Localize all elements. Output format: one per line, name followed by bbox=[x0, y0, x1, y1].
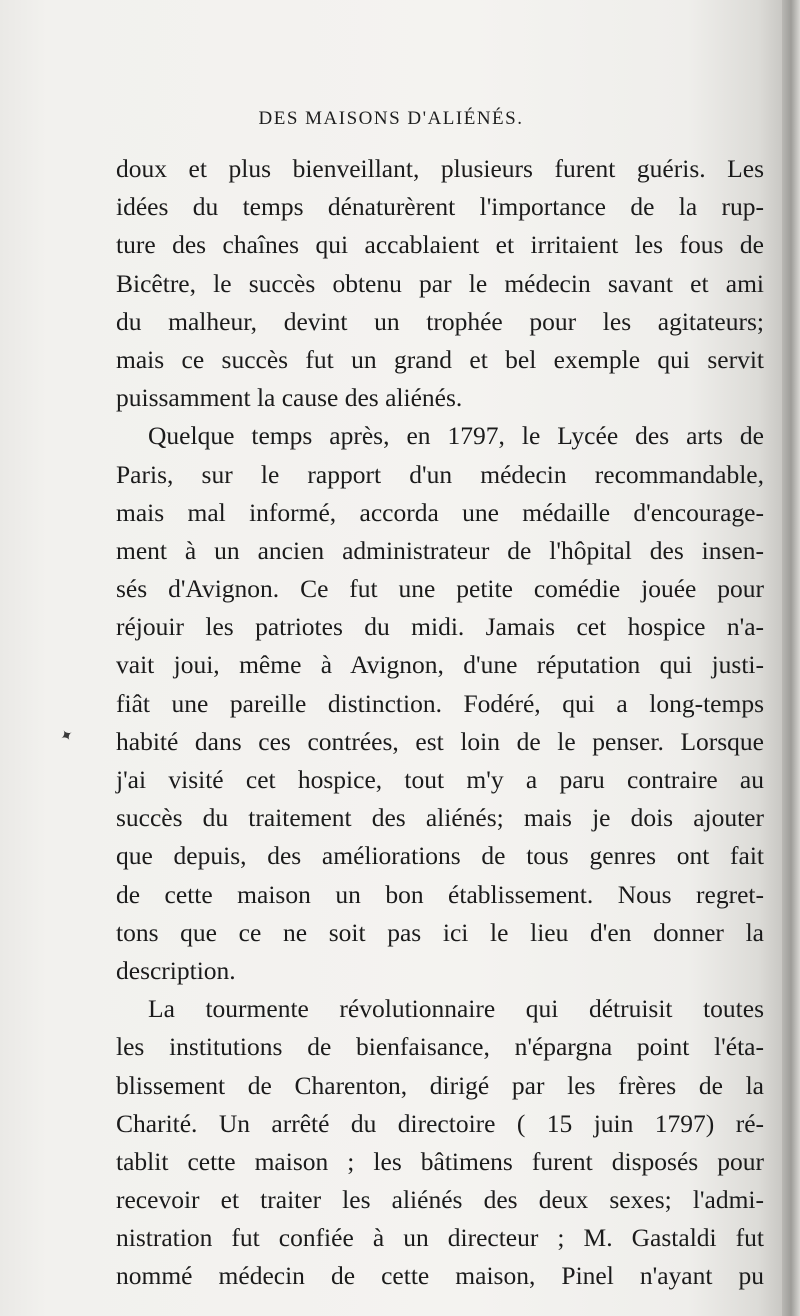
text-line: sés d'Avignon. Ce fut une petite comédie jouée pour bbox=[116, 574, 764, 604]
text-line: réjouir les patriotes du midi. Jamais cet hospice n'a- bbox=[116, 612, 764, 642]
text-line: ture des chaînes qui accablaient et irritaient les fous de bbox=[116, 230, 764, 260]
text-line: tons que ce ne soit pas ici le lieu d'en donner la bbox=[116, 917, 764, 947]
text-line: Paris, sur le rapport d'un médecin recommandable, bbox=[116, 459, 764, 489]
text-line: doux et plus bienveillant, plusieurs furent guéris. Les bbox=[116, 154, 764, 183]
text-line: description. bbox=[116, 955, 236, 985]
text-line: blissement de Charenton, dirigé par les frères de la bbox=[116, 1070, 764, 1100]
text-line: recevoir et traiter les aliénés des deux sexes; l'admi- bbox=[116, 1185, 764, 1215]
text-line: idées du temps dénaturèrent l'importance de la rup- bbox=[116, 192, 764, 222]
text-line: Bicêtre, le succès obtenu par le médecin savant et ami bbox=[116, 268, 764, 298]
text-line: puissamment la cause des aliénés. bbox=[116, 383, 463, 413]
text-line: Charité. Un arrêté du directoire ( 15 juin 1797) ré- bbox=[116, 1108, 764, 1138]
text-line: nommé médecin de cette maison, Pinel n'ayant pu bbox=[116, 1261, 764, 1291]
text-line: de cette maison un bon établissement. Nous regret- bbox=[116, 879, 764, 909]
text-line: mais mal informé, accorda une médaille d'encourage- bbox=[116, 497, 764, 527]
text-line: La tourmente révolutionnaire qui détruisit toutes bbox=[148, 994, 764, 1024]
text-line: ment à un ancien administrateur de l'hôpital des insen- bbox=[116, 535, 764, 565]
text-line: du malheur, devint un trophée pour les agitateurs; bbox=[116, 306, 764, 336]
text-line: nistration fut confiée à un directeur ; M. Gastaldi fut bbox=[116, 1223, 764, 1253]
text-line: tablit cette maison ; les bâtimens furent disposés pour bbox=[116, 1146, 764, 1176]
text-line: Quelque temps après, en 1797, le Lycée des arts de bbox=[148, 421, 764, 451]
running-head: DES MAISONS D'ALIÉNÉS. bbox=[258, 108, 524, 129]
text-line: que depuis, des améliorations de tous genres ont fait bbox=[116, 841, 764, 871]
text-line: vait joui, même à Avignon, d'une réputation qui justi- bbox=[116, 650, 764, 680]
text-line: fiât une pareille distinction. Fodéré, qui a long-temps bbox=[116, 688, 764, 718]
text-line: les institutions de bienfaisance, n'épargna point l'éta- bbox=[116, 1032, 764, 1062]
book-spine bbox=[782, 0, 800, 1316]
text-line: mais ce succès fut un grand et bel exemple qui servit bbox=[116, 344, 764, 374]
ink-mark: ✦ bbox=[56, 723, 78, 748]
text-line: j'ai visité cet hospice, tout m'y a paru contraire au bbox=[116, 765, 764, 794]
text-line: succès du traitement des aliénés; mais je dois ajouter bbox=[116, 803, 764, 833]
text-line: habité dans ces contrées, est loin de le penser. Lorsque bbox=[116, 726, 764, 756]
body-text bbox=[116, 150, 764, 1296]
